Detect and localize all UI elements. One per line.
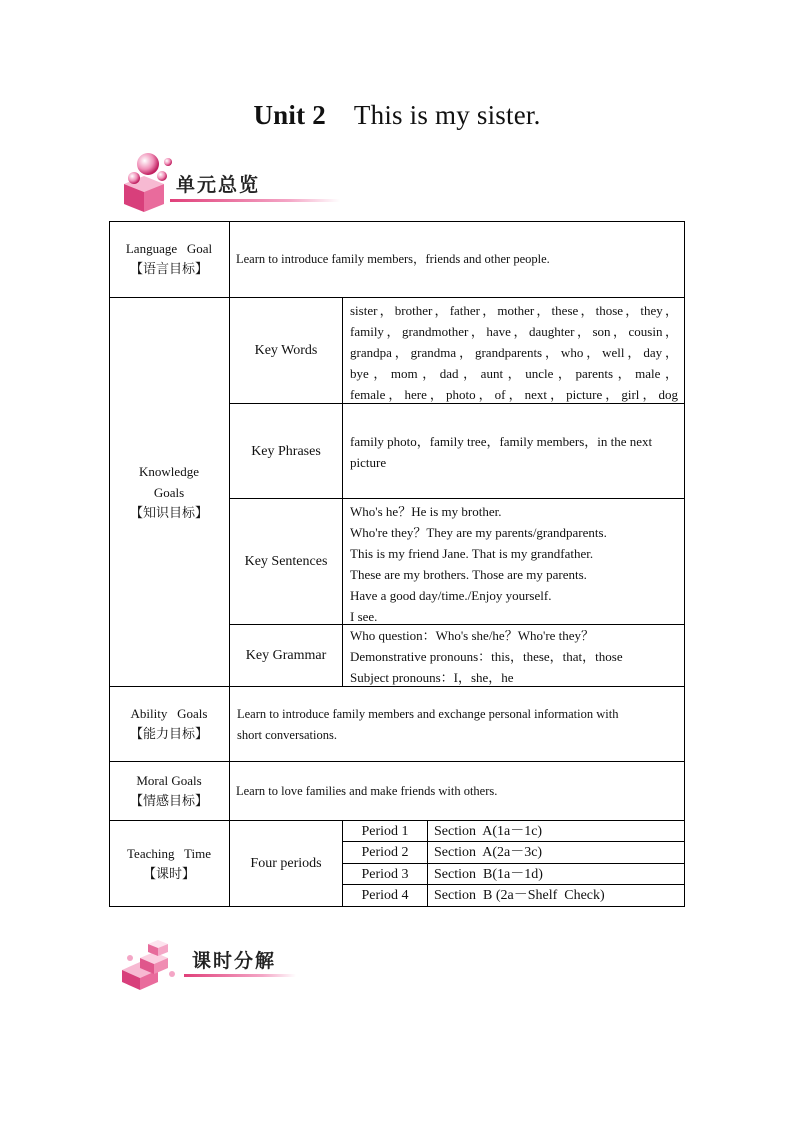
key-phrases-line: picture xyxy=(350,455,387,470)
language-goal-content-cell xyxy=(230,221,685,298)
key-words-line: sister，brother，father，mother，these，those，they， xyxy=(350,303,678,318)
unit-overview-banner xyxy=(118,150,358,214)
section-cell xyxy=(428,842,685,864)
section-label: Section B (2a－Shelf Check) xyxy=(434,888,605,903)
key-sentences-label-cell xyxy=(230,499,343,625)
knowledge-goals-label-2: Goals xyxy=(153,484,185,500)
key-grammar-label-cell xyxy=(230,625,343,687)
unit-title: This is my sister. xyxy=(353,100,541,130)
ability-goals-line: Learn to introduce family members and exchange personal information with xyxy=(237,707,619,721)
four-periods-label: Four periods xyxy=(250,856,322,871)
section-label: Section A(1a－1c) xyxy=(434,823,543,839)
key-words-label: Key Words xyxy=(254,343,318,358)
moral-goals-label-cell xyxy=(109,762,230,821)
moral-goals-label: Moral Goals xyxy=(136,773,202,788)
ability-goals-content-cell xyxy=(230,687,685,762)
key-words-label-cell xyxy=(230,298,343,404)
key-sentence: I see. xyxy=(350,609,378,624)
key-phrases-content-cell xyxy=(343,404,685,499)
key-words-line: grandpa，grandma，grandparents，who，well，day， xyxy=(350,345,678,360)
teaching-time-cn: 【课时】 xyxy=(142,866,195,882)
key-sentences-label: Key Sentences xyxy=(244,554,328,569)
key-words-line: female，here，photo，of，next，picture，girl，dog xyxy=(350,387,678,402)
period-cell xyxy=(343,864,428,885)
stacked-cubes-icon xyxy=(118,930,188,994)
teaching-time-label: Teaching Time xyxy=(127,845,211,861)
key-words-line: family，grandmother，have，daughter，son，cousin， xyxy=(350,324,678,339)
key-grammar-label: Key Grammar xyxy=(245,648,327,663)
section-cell xyxy=(428,885,685,907)
moral-goals-content: Learn to love families and make friends with others. xyxy=(236,783,498,798)
language-goal-label: Language Goal xyxy=(125,241,213,256)
key-phrases-label-cell xyxy=(230,404,343,499)
teaching-time-label-cell xyxy=(109,821,230,907)
knowledge-goals-label-cell xyxy=(109,298,230,687)
language-goal-cn: 【语言目标】 xyxy=(129,262,208,277)
ability-goals-label-cell xyxy=(109,687,230,762)
key-grammar-line: Subject pronouns：I，she，he xyxy=(350,670,514,685)
language-goal-content: Learn to introduce family members，friends and other people. xyxy=(236,251,550,266)
unit-number: Unit 2 xyxy=(253,100,326,130)
four-periods-cell xyxy=(230,821,343,907)
unit-overview-heading: 单元总览 xyxy=(176,174,261,196)
banner-underline xyxy=(184,974,296,977)
key-words-line: bye，mom，dad，aunt，uncle，parents，male， xyxy=(350,366,678,381)
key-phrases-label: Key Phrases xyxy=(251,443,321,459)
period-label: Period 2 xyxy=(361,845,409,860)
moral-goals-cn: 【情感目标】 xyxy=(129,794,208,809)
key-sentence: These are my brothers. Those are my parents. xyxy=(350,567,587,582)
page-title xyxy=(0,100,794,131)
cube-balls-icon xyxy=(118,150,178,214)
key-phrases-line: family photo，family tree，family members，in the next xyxy=(350,434,653,449)
section-cell xyxy=(428,864,685,885)
period-cell xyxy=(343,821,428,842)
section-label: Section A(2a－3c) xyxy=(434,845,543,860)
lesson-breakdown-banner xyxy=(118,930,358,994)
lesson-breakdown-heading: 课时分解 xyxy=(192,950,277,972)
moral-goals-content-cell xyxy=(230,762,685,821)
knowledge-goals-label-1: Knowledge xyxy=(139,463,199,479)
section-label: Section B(1a－1d) xyxy=(434,866,543,882)
key-grammar-line: Who question：Who's she/he？Who're they？ xyxy=(350,628,595,643)
ability-goals-label: Ability Goals xyxy=(130,706,208,721)
key-sentence: Who're they？They are my parents/grandparents. xyxy=(350,525,607,540)
language-goal-label-cell xyxy=(109,221,230,298)
period-cell xyxy=(343,885,428,907)
key-grammar-line: Demonstrative pronouns：this，these，that，those xyxy=(350,649,623,664)
key-sentence: Who's he？He is my brother. xyxy=(350,504,502,519)
period-label: Period 4 xyxy=(361,888,409,903)
section-cell xyxy=(428,821,685,842)
ability-goals-cn: 【能力目标】 xyxy=(129,727,208,742)
ability-goals-line: short conversations. xyxy=(237,728,337,742)
key-sentence: Have a good day/time./Enjoy yourself. xyxy=(350,588,552,603)
key-grammar-content-cell xyxy=(343,625,685,687)
knowledge-goals-cn: 【知识目标】 xyxy=(129,505,208,521)
banner-underline xyxy=(170,199,340,202)
period-cell xyxy=(343,842,428,864)
period-label: Period 1 xyxy=(361,823,409,839)
period-label: Period 3 xyxy=(361,866,409,882)
key-sentences-content-cell xyxy=(343,499,685,625)
key-sentence: This is my friend Jane. That is my grandfather. xyxy=(350,546,594,561)
key-words-content-cell xyxy=(343,298,685,404)
unit-overview-table xyxy=(109,221,685,907)
